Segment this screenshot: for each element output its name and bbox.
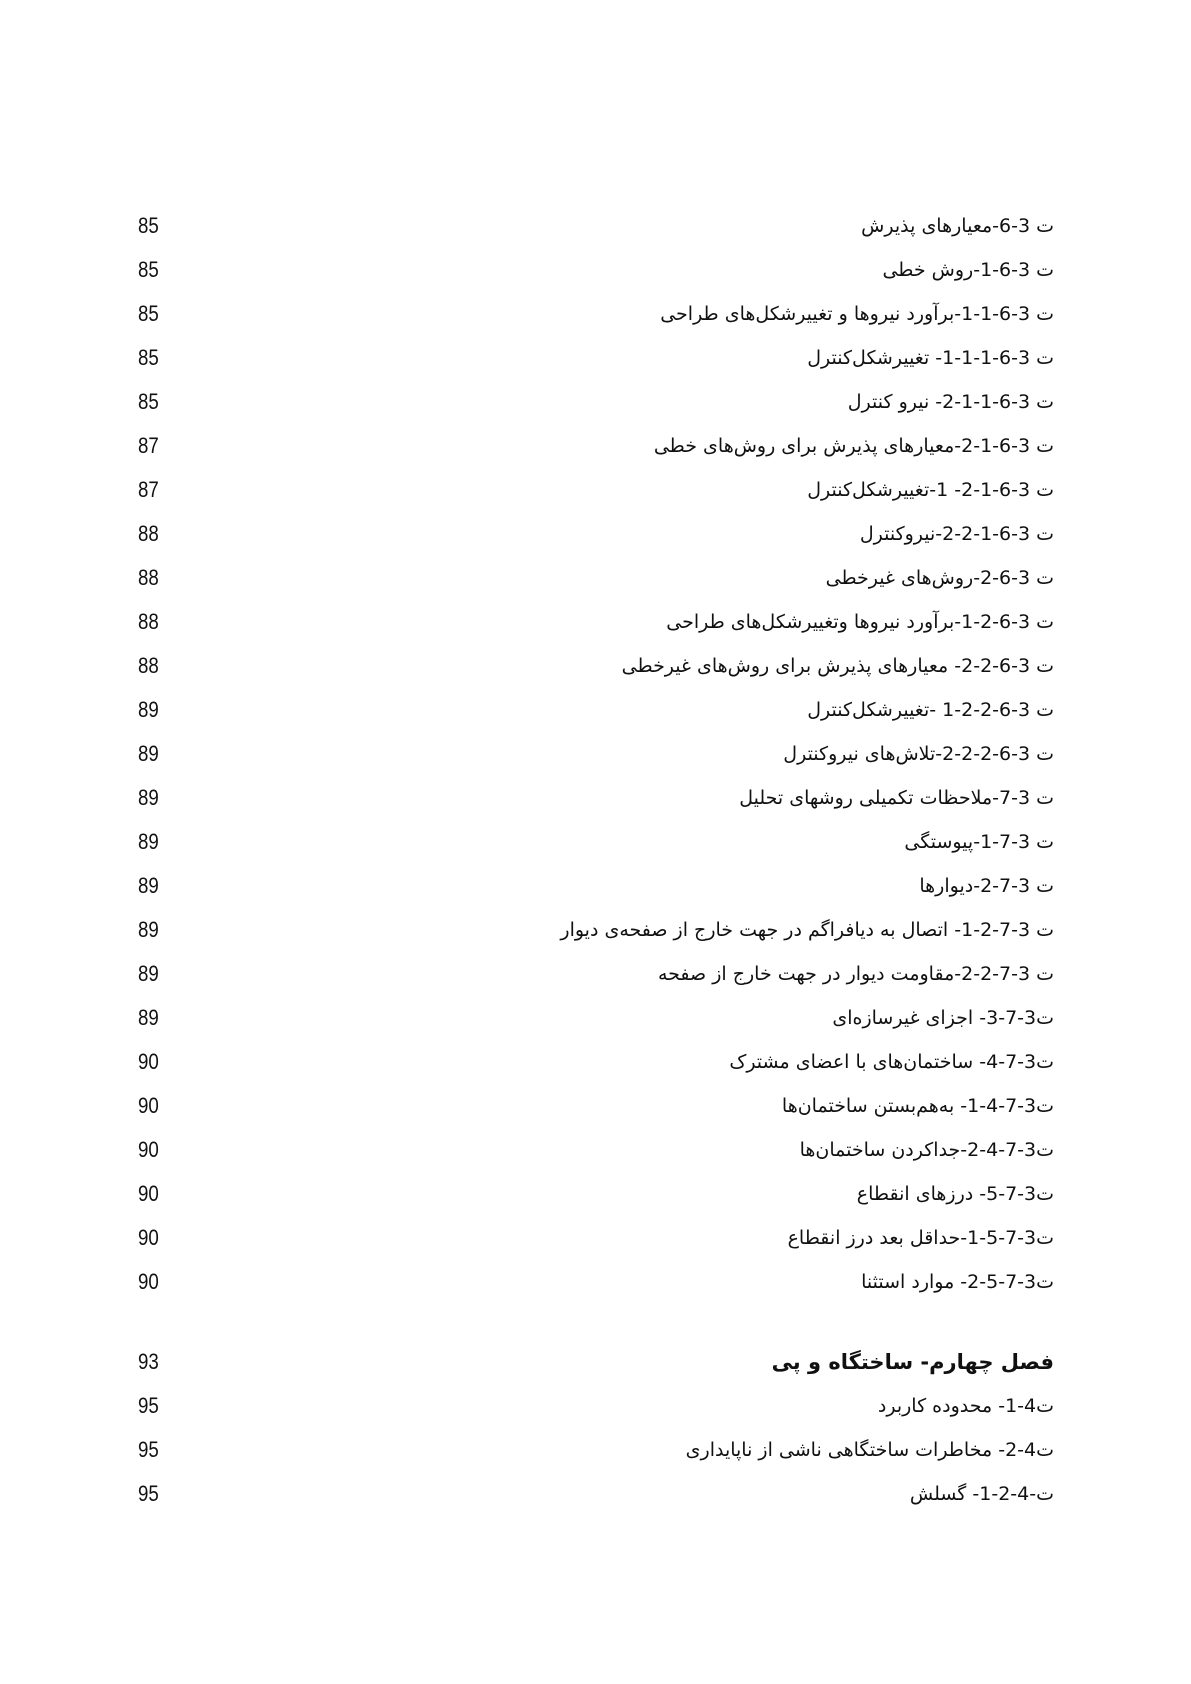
toc-entry-title: ت 3-6-1-2-معیارهای پذیرش برای روش‌های خطی	[653, 435, 1054, 457]
toc-entry[interactable]	[0, 960, 1191, 1004]
toc-entry[interactable]	[0, 1224, 1191, 1268]
toc-chapter-heading[interactable]	[0, 1348, 1191, 1392]
toc-entry-title: ت 3-6-1-روش خطی	[882, 259, 1054, 281]
toc-entry[interactable]	[0, 1004, 1191, 1048]
toc-entry-title: ت4-1- محدوده کاربرد	[877, 1395, 1054, 1417]
toc-entry[interactable]	[0, 916, 1191, 960]
toc-entry-page: 89	[138, 1005, 159, 1030]
toc-entry-title: ت 3-7-2-2-مقاومت دیوار در جهت خارج از صفحه	[657, 963, 1054, 985]
toc-entry-page: 85	[138, 389, 159, 414]
toc-entry-page: 89	[138, 697, 159, 722]
toc-entry-title: ت-4-2-1- گسلش	[909, 1483, 1054, 1505]
toc-entry[interactable]	[0, 300, 1191, 344]
toc-entry[interactable]	[0, 256, 1191, 300]
toc-entry-title: ت 3-6-2-2-2-تلاش‌های نیروکنترل	[783, 743, 1054, 765]
toc-entry-page: 89	[138, 829, 159, 854]
toc-entry-page: 90	[138, 1269, 159, 1294]
toc-entry-page: 85	[138, 345, 159, 370]
toc-chapter-title: فصل چهارم- ساختگاه و پی	[771, 1350, 1054, 1374]
toc-entry-page: 89	[138, 917, 159, 942]
toc-entry-title: ت3-7-5-1-حداقل بعد درز انقطاع	[787, 1227, 1054, 1249]
toc-entry[interactable]	[0, 1392, 1191, 1436]
toc-entry-title: ت4-2- مخاطرات ساختگاهی ناشی از ناپایداری	[685, 1439, 1054, 1461]
toc-entry-title: ت3-7-5- درزهای انقطاع	[856, 1183, 1054, 1205]
toc-entry-title: ت 3-6-1-2- 1-تغییرشکل‌کنترل	[807, 479, 1054, 501]
toc-entry-page: 88	[138, 653, 159, 678]
toc-entry[interactable]	[0, 476, 1191, 520]
toc-entry-page: 90	[138, 1049, 159, 1074]
toc-entry-title: ت 3-6-2-2- معیارهای پذیرش برای روش‌های غیرخطی	[621, 655, 1054, 677]
toc-entry[interactable]	[0, 388, 1191, 432]
toc-entry[interactable]	[0, 872, 1191, 916]
toc-entry-title: ت 3-6-معیارهای پذیرش	[861, 215, 1054, 237]
table-of-contents	[0, 212, 1191, 1524]
toc-entry-page: 87	[138, 433, 159, 458]
toc-entry-page: 88	[138, 521, 159, 546]
toc-entry-title: ت 3-7-ملاحظات تکمیلی روشهای تحلیل	[739, 787, 1054, 809]
toc-entry-title: ت 3-6-2-روش‌های غیرخطی	[825, 567, 1054, 589]
toc-entry-title: ت 3-6-1-1-برآورد نیروها و تغییرشکل‌های طراحی	[660, 303, 1054, 325]
toc-entry-title: ت 3-7-2-1- اتصال به دیافراگم در جهت خارج از صفحه‌ی دیوار	[560, 919, 1054, 941]
toc-entry-page: 85	[138, 301, 159, 326]
toc-entry-title: ت 3-6-1-2-2-نیروکنترل	[859, 523, 1054, 545]
toc-entry-page: 90	[138, 1137, 159, 1162]
toc-entry-page: 88	[138, 565, 159, 590]
toc-entry[interactable]	[0, 608, 1191, 652]
toc-entry-title: ت 3-6-1-1-1- تغییرشکل‌کنترل	[807, 347, 1054, 369]
toc-entry[interactable]	[0, 1092, 1191, 1136]
toc-entry-title: ت3-7-3- اجزای غیرسازه‌ای	[832, 1007, 1054, 1029]
toc-entry-page: 85	[138, 213, 159, 238]
toc-entry-title: ت 3-6-1-1-2- نیرو کنترل	[847, 391, 1054, 413]
toc-entry-page: 89	[138, 741, 159, 766]
toc-entry-page: 87	[138, 477, 159, 502]
toc-entry[interactable]	[0, 1480, 1191, 1524]
toc-entry[interactable]	[0, 432, 1191, 476]
toc-entry-title: ت 3-7-2-دیوارها	[919, 875, 1054, 897]
toc-entry[interactable]	[0, 1180, 1191, 1224]
toc-entry-title: ت3-7-4- ساختمان‌های با اعضای مشترک	[729, 1051, 1054, 1073]
toc-entry-page: 89	[138, 873, 159, 898]
toc-entry[interactable]	[0, 740, 1191, 784]
toc-entry[interactable]	[0, 212, 1191, 256]
toc-entry-page: 90	[138, 1225, 159, 1250]
toc-entry[interactable]	[0, 1436, 1191, 1480]
toc-entry-page: 89	[138, 961, 159, 986]
toc-entry[interactable]	[0, 652, 1191, 696]
toc-entry-title: ت 3-6-2-2-1 -تغییرشکل‌کنترل	[807, 699, 1054, 721]
toc-entry-title: ت 3-7-1-پیوستگی	[904, 831, 1054, 853]
toc-entry[interactable]	[0, 784, 1191, 828]
toc-entry-title: ت3-7-5-2- موارد استثنا	[861, 1271, 1054, 1293]
toc-entry[interactable]	[0, 1048, 1191, 1092]
toc-entry-page: 88	[138, 609, 159, 634]
toc-entry[interactable]	[0, 696, 1191, 740]
toc-entry-title: ت3-7-4-1- به‌هم‌بستن ساختمان‌ها	[781, 1095, 1054, 1117]
toc-entry[interactable]	[0, 344, 1191, 388]
toc-entry[interactable]	[0, 564, 1191, 608]
toc-entry[interactable]	[0, 520, 1191, 564]
toc-entry-page: 85	[138, 257, 159, 282]
toc-entry-page: 95	[138, 1393, 159, 1418]
toc-chapter-page: 93	[138, 1349, 159, 1374]
toc-entry-page: 95	[138, 1437, 159, 1462]
toc-entry-title: ت 3-6-2-1-برآورد نیروها وتغییرشکل‌های طراحی	[666, 611, 1054, 633]
toc-entry-page: 90	[138, 1181, 159, 1206]
toc-entry-page: 89	[138, 785, 159, 810]
toc-entry[interactable]	[0, 1268, 1191, 1312]
toc-entry-page: 95	[138, 1481, 159, 1506]
toc-entry-title: ت3-7-4-2-جداکردن ساختمان‌ها	[799, 1139, 1054, 1161]
toc-entry[interactable]	[0, 828, 1191, 872]
toc-entry[interactable]	[0, 1136, 1191, 1180]
toc-entry-page: 90	[138, 1093, 159, 1118]
